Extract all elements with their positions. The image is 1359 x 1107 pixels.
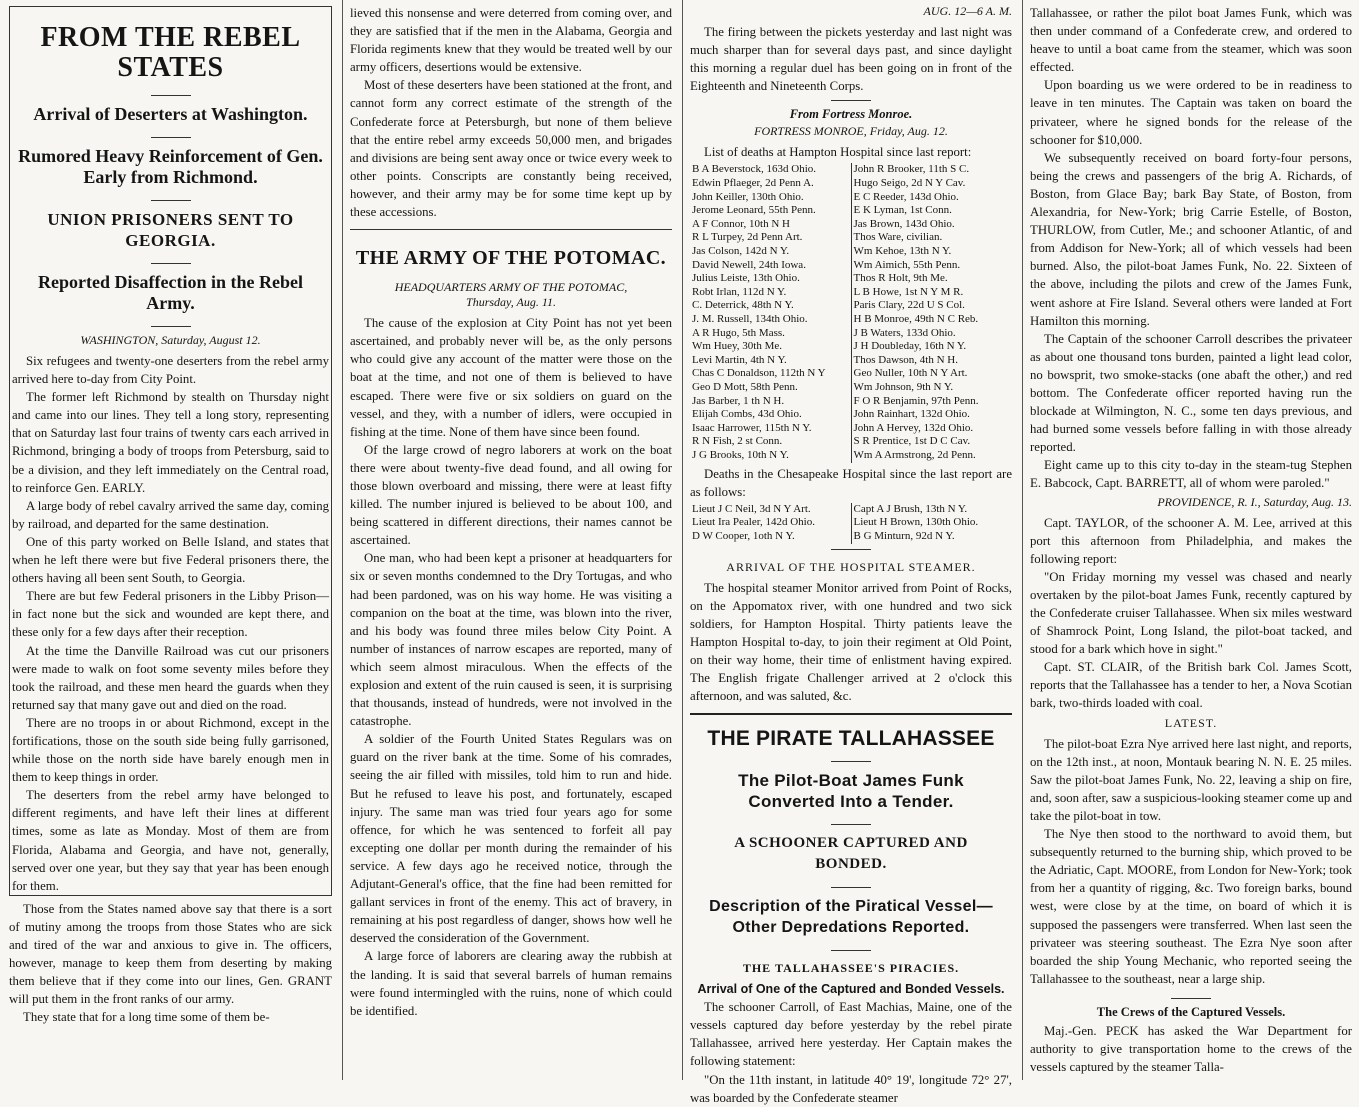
list-row — [690, 367, 1012, 381]
list-entry: A F Connor, 10th N H — [690, 218, 851, 232]
divider — [151, 263, 191, 264]
article-body — [1030, 514, 1352, 713]
paragraph: The hospital steamer Monitor arrived from Point of Rocks, on the Appomatox river, with one hundred and two sick soldiers, for Hampton Hospital. Thirty patients leave the Hampton Hospital to-day, to join their regiment at Old Point, on their way home, their time of enlistment having expired. The English frigate Challenger arrived at 2 o'clock this afternoon, and was saluted, &c. — [690, 580, 1012, 704]
list-entry: Isaac Harrower, 115th N Y. — [690, 422, 851, 436]
list-row — [690, 503, 1012, 517]
divider — [831, 761, 871, 762]
divider — [1171, 998, 1211, 999]
list-entry: E K Lyman, 1st Conn. — [853, 204, 952, 217]
paragraph: There are but few Federal prisoners in the Libby Prison—in fact none but the sick and wounded are kept there, and these only for a few days after their reception. — [12, 589, 329, 640]
list-entry: John Keiller, 130th Ohio. — [690, 191, 851, 205]
section-title-potomac: THE ARMY OF THE POTOMAC. — [355, 247, 667, 270]
list-entry: R N Fish, 2 st Conn. — [690, 435, 851, 449]
deaths-list-chesapeake-body — [690, 503, 1012, 544]
list-entry: John R Brooker, 11th S C. — [853, 163, 970, 176]
list-row — [690, 449, 1012, 463]
article-body — [1030, 735, 1352, 988]
dateline: PROVIDENCE, R. I., Saturday, Aug. 13. — [1157, 494, 1352, 509]
list-row — [690, 422, 1012, 436]
deck-pilot-boat: The Pilot-Boat James Funk Converted Into a Tender. — [738, 771, 964, 812]
paragraph: Capt. TAYLOR, of the schooner A. M. Lee, arrived at this port this afternoon from Philadelphia, and makes the following report: — [1030, 515, 1352, 566]
dateline-line-2: Thursday, Aug. 11. — [466, 295, 556, 310]
divider — [831, 100, 871, 101]
deck-reinforcement: Rumored Heavy Reinforcement of Gen. Early from Richmond. — [18, 146, 323, 187]
paragraph: The firing between the pickets yesterday and last night was much sharper than for several days past, and since daylight this morning a regular duel has been going on in front of the Eighteenth and Nineteenth Corps. — [690, 25, 1012, 94]
article-body — [350, 4, 672, 221]
list-entry: A R Hugo, 5th Mass. — [690, 327, 851, 341]
paragraph: A large body of rebel cavalry arrived the same day, coming by railroad, and departed for the same destination. — [12, 498, 329, 531]
divider — [831, 950, 871, 951]
paragraph: There are no troops in or about Richmond, except in the fortifications, those on the south side being fully garrisoned, while those on the north side have barely enough men in them to keep things in order. — [12, 715, 329, 785]
subhead-crews: The Crews of the Captured Vessels. — [1096, 1004, 1286, 1019]
dateline: FORTRESS MONROE, Friday, Aug. 12. — [754, 124, 948, 139]
list-entry: Robt Irlan, 112d N Y. — [690, 286, 851, 300]
list-entry: J G Brooks, 10th N Y. — [690, 449, 851, 463]
list-entry: Hugo Seigo, 2d N Y Cav. — [853, 177, 966, 190]
article-body — [690, 579, 1012, 706]
paragraph: We subsequently received on board forty-four persons, being the crews and passengers of the brig A. Richards, of Boston, from Glace Bay; bark Bay State, of Boston, from Alexandria, for New-York; brig Carrie Estelle, of Boston, THURLOW, from Cutler, Me.; and schooner Atlantic, of and from Addison for New-York; all of which vessels had been burned. Also, the pilot-boat James Funk, No. 22. Sixteen of the above, including the pilots and crew of the James Funk, went ashore at Fire Island. Several others were landed at Fort Hamilton this morning. — [1030, 150, 1352, 328]
column-3 — [682, 0, 1019, 1105]
list-row — [690, 381, 1012, 395]
list-entry: Levi Martin, 4th N Y. — [690, 354, 851, 368]
list-row — [690, 177, 1012, 191]
list-row — [690, 408, 1012, 422]
paragraph: Eight came up to this city to-day in the steam-tug Stephen E. Babcock, Capt. BARRETT, all of whom were paroled." — [1030, 458, 1352, 491]
list-entry: Thos Ware, civilian. — [853, 231, 943, 244]
list-entry: Lieut Ira Pealer, 142d Ohio. — [690, 516, 851, 530]
divider — [350, 229, 672, 230]
deck-description: Description of the Piratical Vessel—Other Depredations Reported. — [709, 898, 993, 937]
list-row — [690, 286, 1012, 300]
article-body — [350, 314, 672, 1020]
list-row — [690, 395, 1012, 409]
list-entry: Edwin Pflaeger, 2d Penn A. — [690, 177, 851, 191]
column-4 — [1022, 0, 1359, 1080]
article-body — [10, 352, 331, 895]
deck-disaffection: Reported Disaffection in the Rebel Army. — [38, 272, 303, 313]
list-entry: Lieut H Brown, 130th Ohio. — [853, 516, 979, 529]
paragraph: Most of these deserters have been stationed at the front, and cannot form any correct estimate of the strength of the Confederate force at Petersburgh, but none of them believe that the entire rebel army exceeds 50,000 men, and brigades and divisions are being sent away once or twice every week to other points. Conscripts are constantly being received, however, and their army may be for some time kept up by these accessions. — [350, 78, 672, 220]
list-entry: David Newell, 24th Iowa. — [690, 259, 851, 273]
list-row — [690, 435, 1012, 449]
list-row — [690, 259, 1012, 273]
list-row — [690, 530, 1012, 544]
subhead-latest: LATEST. — [1164, 715, 1218, 730]
divider — [831, 887, 871, 888]
article-body — [1030, 4, 1352, 493]
article-body — [690, 23, 1012, 95]
list-entry: J H Doubleday, 16th N Y. — [853, 340, 967, 353]
list-row — [690, 218, 1012, 232]
paragraph: The Captain of the schooner Carroll describes the privateer as about one thousand tons burden, painted a light lead color, no bowsprit, two smoke-stacks (one abaft the other,) and red bottom. The Confederate officer reported having run the blockade at Wilmington, N. C., some ten days previous, and had burned some vessels before falling in with those already reported. — [1030, 331, 1352, 455]
subhead-fortress-monroe: From Fortress Monroe. — [789, 107, 913, 122]
list-entry: Lieut J C Neil, 3d N Y Art. — [690, 503, 851, 517]
paragraph: A large force of laborers are clearing away the rubbish at the landing. It is said that several barrels of human remains were found intermingled with the ruins, none of which could be identified. — [350, 949, 672, 1018]
paragraph: The schooner Carroll, of East Machias, Maine, one of the vessels captured day before yesterday by the rebel pirate Tallahassee, arrived here yesterday. Her Captain makes the following statement: — [690, 1000, 1012, 1069]
list-entry: J B Waters, 133d Ohio. — [853, 326, 956, 339]
deaths-list-body — [690, 163, 1012, 462]
paragraph: One of this party worked on Belle Island, and states that when he left there were but five Federal prisoners there, the others having all been sent South, to Georgia. — [12, 534, 329, 586]
section-title-pirate: THE PIRATE TALLAHASSEE — [707, 727, 995, 751]
paragraph: Upon boarding us we were ordered to be in readiness to leave in ten minutes. The Captain was taken on board the privateer, where he signed bonds for the release of the schooner for $10,000. — [1030, 78, 1352, 147]
list-entry: C. Deterrick, 48th N Y. — [690, 299, 851, 313]
column-1 — [2, 0, 339, 1080]
paragraph: Six refugees and twenty-one deserters from the rebel army arrived here to-day from City Point. — [12, 354, 329, 387]
list-entry: Jas Brown, 143d Ohio. — [853, 217, 955, 230]
list-entry: Wm Johnson, 9th N Y. — [853, 380, 954, 393]
dateline-line-1: HEADQUARTERS ARMY OF THE POTOMAC, — [394, 280, 628, 295]
divider — [151, 137, 191, 138]
paragraph: The Nye then stood to the northward to avoid them, but subsequently returned to the burning ship, which proved to be the Adriatic, Capt. MOORE, from London for New-York; took from her a quantity of rigging, &c. Two foreign barks, bound west, were close by at the time, on board of which it is supposed the passengers were transferred. When last seen the privateer was steering southeast. The Ezra Nye soon after boarded the ship Young Mechanic, who reported seeing the Tallahassee to the southeast, near a large ship. — [1030, 827, 1352, 986]
list-row — [690, 163, 1012, 177]
list-entry: Thos Dawson, 4th N H. — [853, 353, 958, 366]
list-entry: Jas Barber, 1 th N H. — [690, 395, 851, 409]
article-body-continued — [9, 900, 332, 1027]
subhead-arrival: Arrival of One of the Captured and Bonded Vessels. — [697, 982, 1005, 997]
deaths-list-chesapeake — [690, 503, 1012, 544]
list-entry: Geo Nuller, 10th N Y Art. — [853, 367, 968, 380]
list-entry: E C Reeder, 143d Ohio. — [853, 190, 959, 203]
list-entry: Capt A J Brush, 13th N Y. — [853, 502, 968, 515]
paragraph: A soldier of the Fourth United States Regulars was on guard on the river bank at the time. Some of his comrades, seeing the air filled with missiles, told him to run and hide. But he refused to leave his post, and fortunately, escaped injury. The same man was tried four years ago for some offence, for which he was sentenced to forfeit all pay excepting one dollar per month during the remainder of his service. A few days ago he received notice, through the Adjutant-General's office, that the fine had been remitted for gallant services in front of the enemy. This act of bravery, in remaining at his post regardless of danger, shows how well he deserved the consideration of the Government. — [350, 732, 672, 946]
deck-deserters: Arrival of Deserters at Washington. — [33, 104, 308, 124]
headline: FROM THE REBEL STATES — [40, 22, 301, 83]
lead-story-box — [9, 6, 332, 896]
list-entry: Thos R Holt, 9th Me. — [853, 272, 948, 285]
list-entry: L B Howe, 1st N Y M R. — [853, 285, 964, 298]
paragraph: lieved this nonsense and were deterred from coming over, and they are satisfied that if the men in the Alabama, Georgia and Florida regiments knew that they would be treated well by our army officers, desertions would be extensive. — [350, 6, 672, 75]
list-row — [690, 313, 1012, 327]
divider — [151, 95, 191, 96]
list-entry: John Rainhart, 132d Ohio. — [853, 408, 970, 421]
paragraph: The former left Richmond by stealth on Thursday night and came into our lines. They tell a long story, representing that on Saturday last four trains of twenty cars each arrived in Richmond, bringing a body of troops from Petersburg, said to be a division, and they left immediately on the Central road, to reinforce Gen. EARLY. — [12, 390, 329, 495]
paragraph: Capt. ST. CLAIR, of the British bark Col. James Scott, reports that the Tallahassee has a tender to her, a Nova Scotian bark, two-thirds loaded with coal. — [1030, 660, 1352, 711]
divider — [831, 824, 871, 825]
list-entry: Wm A Armstrong, 2d Penn. — [853, 448, 976, 461]
paragraph: "On the 11th instant, in latitude 40° 19', longitude 72° 27', was boarded by the Confederate steamer — [690, 1072, 1012, 1105]
deaths-list — [690, 163, 1012, 462]
paragraph: The deserters from the rebel army have belonged to different regiments, and have left their lines at different times, some as late as Monday. Most of them are from Florida, Alabama and Georgia, and have not, generally, served over one year, but they say that year has been enough for them. — [12, 788, 329, 893]
paragraph: Tallahassee, or rather the pilot boat James Funk, which was then under command of a Confederate crew, and ordered to heave to until a boat came from the steamer, which was soon effected. — [1030, 6, 1352, 75]
list-entry: B A Beverstock, 163d Ohio. — [690, 163, 851, 177]
list-row — [690, 516, 1012, 530]
list-entry: R L Turpey, 2d Penn Art. — [690, 231, 851, 245]
list-entry: B G Minturn, 92d N Y. — [853, 529, 955, 542]
paragraph: Deaths in the Chesapeake Hospital since the last report are as follows: — [690, 466, 1012, 499]
deck-prisoners: UNION PRISONERS SENT TO GEORGIA. — [47, 210, 294, 250]
list-entry: Wm Aimich, 55th Penn. — [853, 258, 961, 271]
list-entry: Elijah Combs, 43d Ohio. — [690, 408, 851, 422]
divider — [151, 200, 191, 201]
paragraph: The pilot-boat Ezra Nye arrived here last night, and reports, on the 12th inst., at noon, Montauk bearing N. N. E. 25 miles. Saw the pilot-boat James Funk, No. 22, leaving a ship on fire, and, soon after, saw a suspicious-looking steamer come up and take the pilot-boat in tow. — [1030, 736, 1352, 823]
list-intro — [690, 465, 1012, 501]
list-row — [690, 191, 1012, 205]
list-intro — [690, 143, 1012, 161]
paragraph: They state that for a long time some of them be- — [23, 1010, 270, 1025]
divider — [690, 713, 1012, 715]
list-entry: J. M. Russell, 134th Ohio. — [690, 313, 851, 327]
list-row — [690, 272, 1012, 286]
list-row — [690, 245, 1012, 259]
list-row — [690, 340, 1012, 354]
list-entry: John A Hervey, 132d Ohio. — [853, 421, 974, 434]
article-body — [690, 998, 1012, 1107]
column-2 — [342, 0, 679, 1080]
list-entry: Geo D Mott, 58th Penn. — [690, 381, 851, 395]
article-body — [1030, 1022, 1352, 1076]
subhead-piracies: THE TALLAHASSEE'S PIRACIES. — [742, 961, 960, 976]
paragraph: Maj.-Gen. PECK has asked the War Department for authority to give transportation home to the crews of the vessels captured by the steamer Talla- — [1030, 1023, 1352, 1075]
list-entry: S R Prentice, 1st D C Cav. — [853, 435, 971, 448]
list-entry: Wm Kehoe, 13th N Y. — [853, 245, 952, 258]
paragraph: The cause of the explosion at City Point has not yet been ascertained, and probably never will be, as the only persons who could give any account of the matter were those on the boat at the time, and not one of them is believed to have escaped. There were five or six soldiers on guard on the vessel, and they, with a number of idlers, were occupied in fishing at the time. None of them have since been found. — [350, 316, 672, 439]
paragraph: Those from the States named above say that there is a sort of mutiny among the troops from those States who are sick and tired of the war and anxious to give in. The officers, however, manage to keep them from deserting by making them believe that if they come into our lines, Gen. GRANT will put them in the front ranks of our army. — [9, 901, 332, 1007]
list-entry: Jerome Leonard, 55th Penn. — [690, 204, 851, 218]
list-row — [690, 231, 1012, 245]
deck-schooner: A SCHOONER CAPTURED AND BONDED. — [734, 835, 968, 873]
dateline: AUG. 12—6 A. M. — [923, 4, 1012, 18]
divider — [831, 549, 871, 550]
list-row — [690, 354, 1012, 368]
list-entry: D W Cooper, 1oth N Y. — [690, 530, 851, 544]
paragraph: Of the large crowd of negro laborers at work on the boat there were about twenty-five dead found, and all owing for those blown overboard and missing, there were at least fifty killed. The number injured is believed to be about 100, and being scattered in different directions, their names cannot be ascertained. — [350, 442, 672, 548]
divider — [151, 326, 191, 327]
list-entry: F O R Benjamin, 97th Penn. — [853, 394, 979, 407]
list-entry: Julius Leiste, 13th Ohio. — [690, 272, 851, 286]
list-row — [690, 327, 1012, 341]
paragraph: "On Friday morning my vessel was chased and nearly overtaken by the pilot-boat James Funk, recently captured by the Confederate cruiser Tallahassee. When six miles westward of Shamrock Point, Long Island, the pilot-boat tacked, and stood for a bark which hove in sight." — [1030, 569, 1352, 657]
paragraph: One man, who had been kept a prisoner at headquarters for six or seven months condemned to the Dry Tortugas, and who had been pardoned, was on his way home. He was visiting a companion on the boat at the time, was blown into the river, and his body was found three miles below City Point. A number of instances of narrow escapes are reported, many of which seem almost miraculous. When the effects of the explosion and extent of the ruin caused is seen, it is surprising that thousands, instead of hundreds, were not involved in the catastrophe. — [350, 551, 672, 729]
list-entry: Jas Colson, 142d N Y. — [690, 245, 851, 259]
paragraph: At the time the Danville Railroad was cut our prisoners were made to walk on foot some seventy miles before they took the railroad, and these men heard the guards when they returned say that many gave out and died on the road. — [12, 643, 329, 712]
dateline — [350, 280, 672, 310]
subhead-hospital-steamer: ARRIVAL OF THE HOSPITAL STEAMER. — [726, 559, 976, 574]
list-row — [690, 299, 1012, 313]
dateline: WASHINGTON, Saturday, August 12. — [80, 333, 261, 347]
list-entry: Wm Huey, 30th Me. — [690, 340, 851, 354]
list-entry: Chas C Donaldson, 112th N Y — [690, 367, 851, 381]
list-row — [690, 204, 1012, 218]
list-entry: Paris Clary, 22d U S Col. — [853, 299, 965, 312]
paragraph: List of deaths at Hampton Hospital since last report: — [704, 145, 972, 160]
list-entry: H B Monroe, 49th N C Reb. — [853, 313, 979, 325]
